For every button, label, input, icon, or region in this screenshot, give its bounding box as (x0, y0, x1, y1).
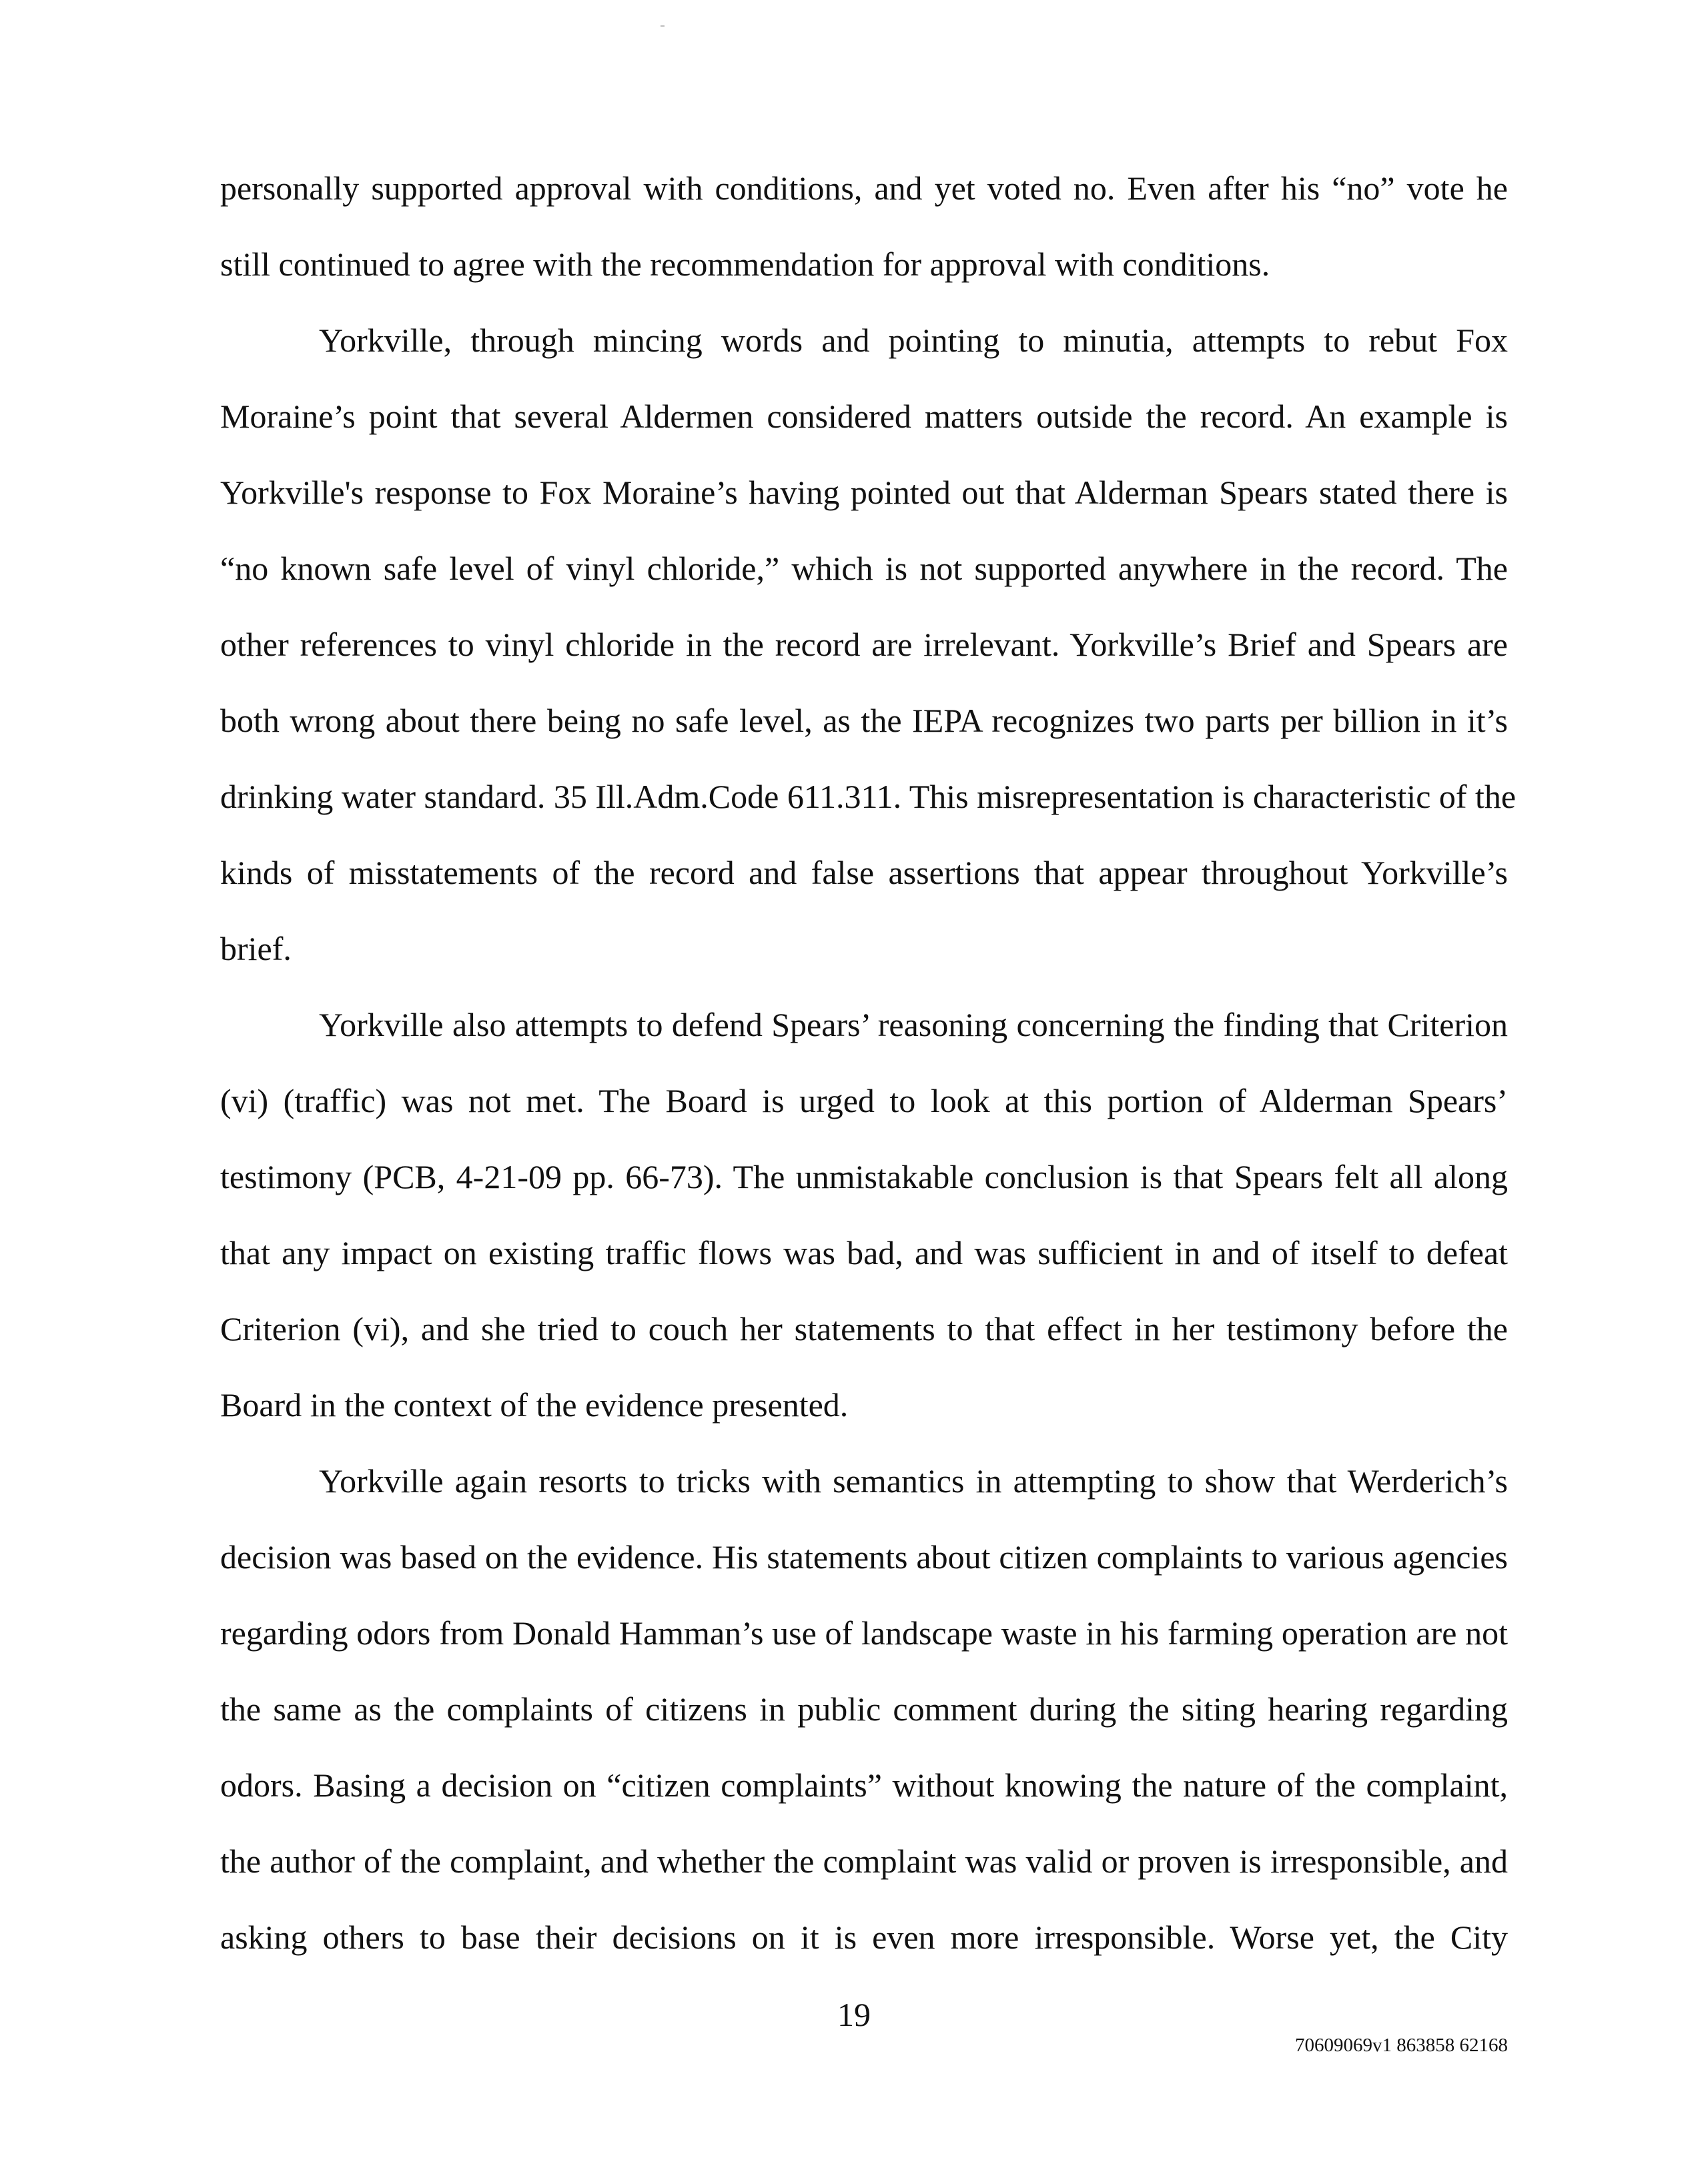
body-line: asking others to base their decisions on it is even more irresponsible. Worse yet, the City (220, 1919, 1508, 1956)
body-line: that any impact on existing traffic flows was bad, and was sufficient in and of itself to defeat (220, 1234, 1508, 1271)
body-line: Criterion (vi), and she tried to couch her statements to that effect in her testimony before the (220, 1310, 1508, 1347)
body-line: still continued to agree with the recommendation for approval with conditions. (220, 245, 1270, 283)
page-number: 19 (837, 1996, 871, 2033)
scan-speck (661, 25, 665, 27)
body-line: the same as the complaints of citizens in public comment during the siting hearing regarding (220, 1690, 1508, 1728)
body-line: regarding odors from Donald Hamman’s use of landscape waste in his farming operation are not (220, 1614, 1508, 1652)
body-line: other references to vinyl chloride in the record are irrelevant. Yorkville’s Brief and Spears are (220, 626, 1508, 663)
body-line: “no known safe level of vinyl chloride,” which is not supported anywhere in the record. The (220, 550, 1508, 587)
body-line: Board in the context of the evidence presented. (220, 1386, 849, 1424)
body-line: the author of the complaint, and whether the complaint was valid or proven is irresponsible, and (220, 1842, 1508, 1880)
paragraph-first-line: Yorkville also attempts to defend Spears’ reasoning concerning the finding that Criterion (319, 1006, 1508, 1043)
body-line: testimony (PCB, 4-21-09 pp. 66-73). The unmistakable conclusion is that Spears felt all along (220, 1158, 1508, 1195)
body-line: kinds of misstatements of the record and false assertions that appear throughout Yorkville’s (220, 854, 1508, 891)
body-line: drinking water standard. 35 Ill.Adm.Code 611.311. This misrepresentation is characteristic of the (220, 778, 1517, 815)
body-line: Moraine’s point that several Aldermen considered matters outside the record. An example is (220, 398, 1508, 435)
body-line: odors. Basing a decision on “citizen complaints” without knowing the nature of the complaint, (220, 1766, 1508, 1804)
body-line: personally supported approval with conditions, and yet voted no. Even after his “no” vote he (220, 169, 1508, 207)
body-line: Yorkville's response to Fox Moraine’s having pointed out that Alderman Spears stated there is (220, 474, 1508, 511)
body-line: both wrong about there being no safe level, as the IEPA recognizes two parts per billion in it’s (220, 702, 1508, 739)
paragraph-first-line: Yorkville, through mincing words and pointing to minutia, attempts to rebut Fox (319, 322, 1508, 359)
body-line: brief. (220, 930, 292, 967)
body-line: decision was based on the evidence. His statements about citizen complaints to various agencies (220, 1538, 1508, 1576)
paragraph-first-line: Yorkville again resorts to tricks with semantics in attempting to show that Werderich’s (319, 1462, 1508, 1500)
document-id: 70609069v1 863858 62168 (1295, 2035, 1508, 2056)
body-line: (vi) (traffic) was not met. The Board is urged to look at this portion of Alderman Spears’ (220, 1082, 1508, 1119)
